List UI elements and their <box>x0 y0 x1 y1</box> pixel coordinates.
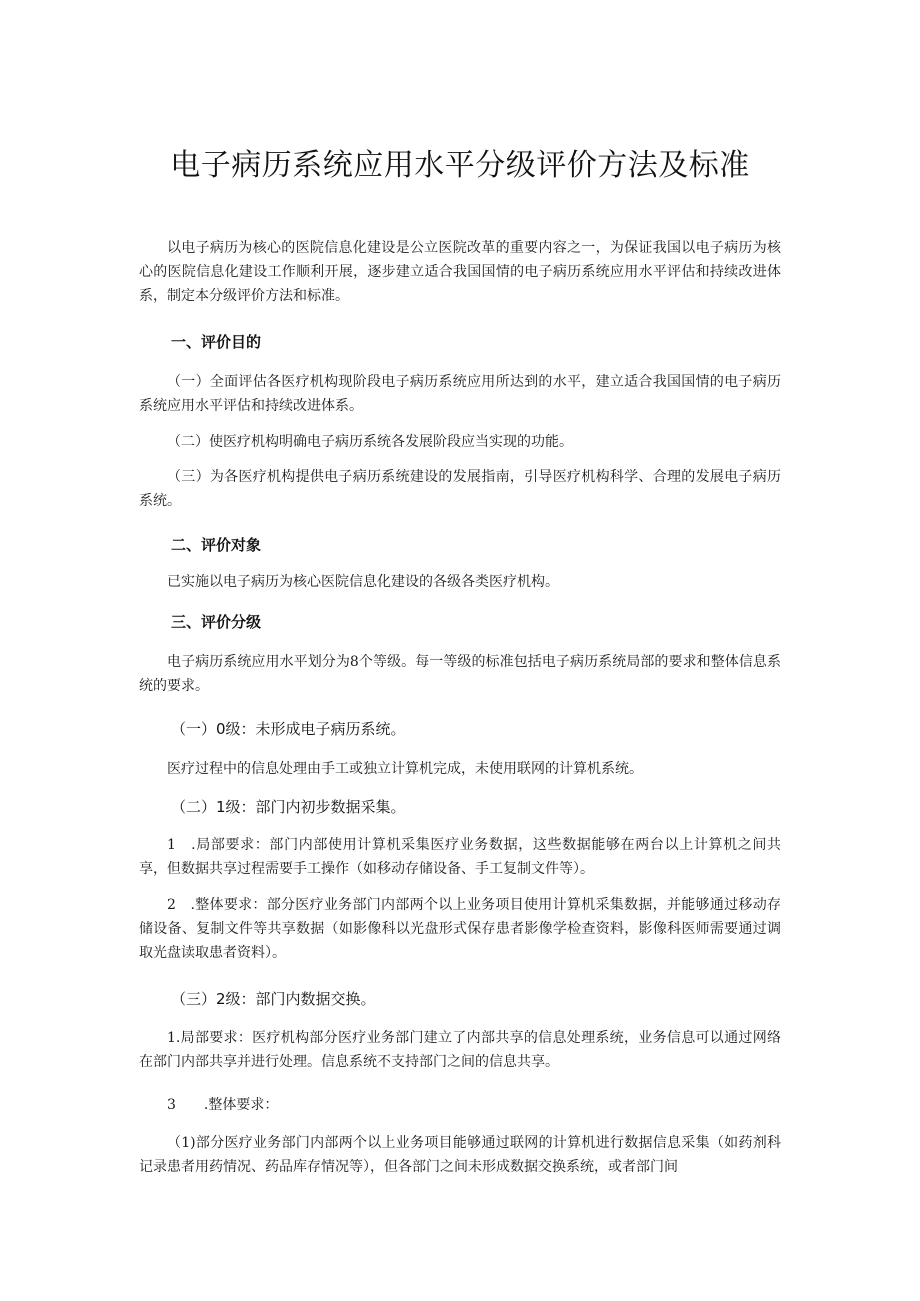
target-paragraph: 已实施以电子病历为核心医院信息化建设的各级各类医疗机构。 <box>167 574 559 590</box>
section-heading-target: 二、评价对象 <box>171 536 262 554</box>
level-2-item-1: 1.局部要求：医疗机构部分医疗业务部门建立了内部共享的信息处理系统，业务信息可以通过网络在部门内部共享并进行处理。信息系统不支持部门之间的信息共享。 <box>139 1030 781 1070</box>
purpose-item-2: （二）使医疗机构明确电子病历系统各发展阶段应当实现的功能。 <box>167 434 573 450</box>
section-heading-levels: 三、评价分级 <box>171 613 262 631</box>
purpose-item-3: （三）为各医疗机构提供电子病历系统建设的发展指南，引导医疗机构科学、合理的发展电子病历系统。 <box>139 469 781 509</box>
document-title: 电子病历系统应用水平分级评价方法及标准 <box>170 148 750 183</box>
level-2-sub-1: （1)部分医疗业务部门内部两个以上业务项目能够通过联网的计算机进行数据信息采集（如药剂科记录患者用药情况、药品库存情况等），但各部门之间未形成数据交换系统，或者部门间 <box>139 1135 781 1175</box>
level-2-heading: （三）2级：部门内数据交换。 <box>171 990 376 1008</box>
purpose-item-1: （一）全面评估各医疗机构现阶段电子病历系统应用所达到的水平，建立适合我国国情的电子病历系统应用水平评估和持续改进体系。 <box>139 374 781 414</box>
intro-paragraph: 以电子病历为核心的医院信息化建设是公立医院改革的重要内容之一，为保证我国以电子病历为核心的医院信息化建设工作顺利开展，逐步建立适合我国国情的电子病历系统应用水平评估和持续改进体系，制定本分级评价方法和标准。 <box>139 240 781 304</box>
level-1-heading: （二）1级：部门内初步数据采集。 <box>171 798 406 816</box>
level-1-item-2: 2 .整体要求：部分医疗业务部门内部两个以上业务项目使用计算机采集数据，并能够通过移动存储设备、复制文件等共享数据（如影像科以光盘形式保存患者影像学检查资料，影像科医师需要通过调取光盘读取患者资料）。 <box>139 897 781 961</box>
section-heading-purpose: 一、评价目的 <box>171 333 262 351</box>
level-2-item-3: 3 .整体要求： <box>167 1097 279 1113</box>
level-1-item-1: 1 .局部要求：部门内部使用计算机采集医疗业务数据，这些数据能够在两台以上计算机之间共享，但数据共享过程需要手工操作（如移动存储设备、手工复制文件等）。 <box>139 837 781 877</box>
levels-paragraph: 电子病历系统应用水平划分为8个等级。每一等级的标准包括电子病历系统局部的要求和整体信息系统的要求。 <box>139 654 781 694</box>
level-0-paragraph: 医疗过程中的信息处理由手工或独立计算机完成，未使用联网的计算机系统。 <box>167 761 643 777</box>
level-0-heading: （一）0级：未形成电子病历系统。 <box>171 720 406 738</box>
